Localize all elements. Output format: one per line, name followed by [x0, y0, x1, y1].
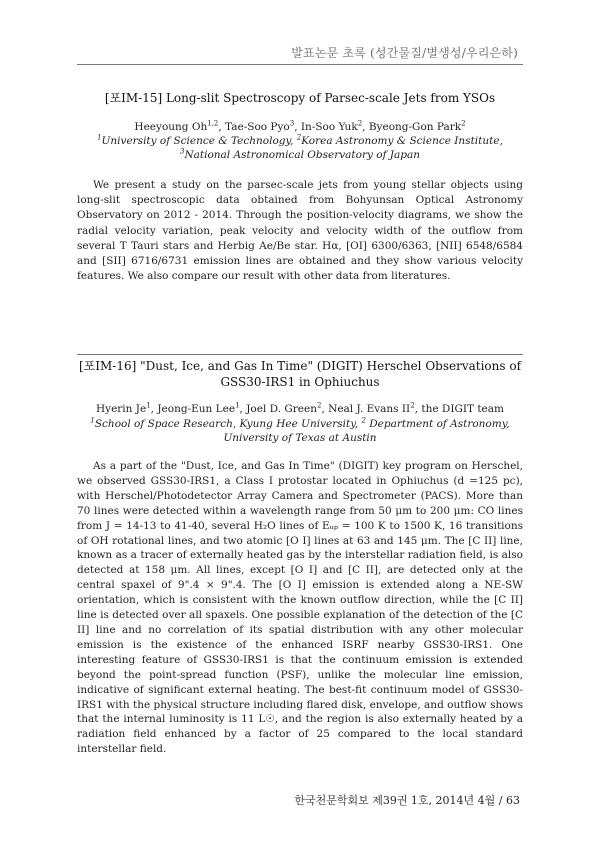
running-header: 발표논문 초록 (성간물질/별생성/우리은하) — [291, 46, 518, 60]
aff-sup: 1 — [97, 133, 102, 142]
aff-sup: 2 — [296, 133, 302, 142]
author-name: In-Soo Yuk — [300, 121, 358, 133]
author-sup: 2 — [461, 119, 466, 128]
author-sup: 1,2 — [207, 119, 219, 128]
author-name: Hyerin Je — [95, 403, 147, 415]
author-sup: 1 — [146, 401, 151, 410]
header-rule — [77, 64, 523, 65]
aff-sup: 3 — [179, 147, 185, 156]
aff-text: Department of Astronomy, — [365, 418, 510, 430]
paper-2-title: [포IM-16] "Dust, Ice, and Gas In Time" (DIGIT) Herschel Observations of GSS30-IRS1 in Ophiuchus — [78, 359, 522, 389]
author-name: Heeyoung Oh — [134, 121, 208, 133]
page-footer: 한국천문학회보 제39권 1호, 2014년 4월 / 63 — [294, 794, 520, 807]
author-sup: 2 — [410, 401, 415, 410]
paper-2-affiliations — [77, 417, 523, 445]
paper-1-abstract: We present a study on the parsec-scale jets from young stellar objects using long-slit spectroscopic data obtained from Bohyunsan Optical Astronomy Observatory on 2012 - 2014. Through the position-velocity diagrams, we show the radial velocity variation, peak velocity and velocity width of the outflow from several T Tauri stars and Herbig Ae/Be star. Hα, [OI] 6300/6363, [NII] 6548/6584 and [SII] 6716/6731 emission lines are obtained and they show various velocity features. We also compare our result with other data from literatures. — [77, 179, 523, 283]
author-sup: 3 — [289, 119, 295, 128]
paper-1-authors: Heeyoung Oh$^{1,2}$, Tae-Soo Pyo$^3$, In-Soo Yuk$^2$, Byeong-Gon Park$^2$ — [134, 119, 466, 133]
author-name: Joel D. Green — [246, 403, 317, 415]
author-name: Neal J. Evans II — [328, 403, 411, 415]
section-rule — [77, 354, 523, 355]
aff-text: University of Science & Technology, — [101, 135, 297, 147]
aff-text: School of Space Research, Kyung Hee University, — [94, 418, 362, 430]
paper-1-affiliations — [77, 134, 523, 162]
paper-2-abstract: As a part of the "Dust, Ice, and Gas In Time" (DIGIT) key program on Herschel, we observed GSS30-IRS1, a Class I protostar located in Ophiuchus (d =125 pc), with Herschel/Photodetector Array Camera and Spectrometer (PACS). More than 70 lines were detected within a wavelength range from 50 μm to 200 μm: CO lines from J = 14-13 to 41-40, several H₂O lines of Eᵤₚ = 100 K to 1500 K, 16 transitions of OH rotational lines, and two atomic [O I] lines at 63 and 145 μm. The [C II] line, known as a tracer of externally heated gas by the interstellar radiation field, is also detected at 158 μm. All lines, except [O I] and [C II], are detected only at the central spaxel of 9".4 × 9".4. The [O I] emission is extended along a NE-SW orientation, which is consistent with the known outflow direction, while the [C II] line is detected over all spaxels. One possible explanation of the detection of the [C II] line and no correlation of its spatial distribution with any other molecular emission is the existence of the enhanced ISRF nearby GSS30-IRS1. One interesting feature of GSS30-IRS1 is that the continuum emission is extended beyond the point-spread function (PSF), unlike the molecular line emission, indicative of significant external heating. The best-fit continuum model of GSS30-IRS1 with the physical structure including flared disk, envelope, and outflow shows that the internal luminosity is 11 L☉, and the region is also externally heated by a radiation field enhanced by a factor of 25 compared to the local standard interstellar field. — [77, 460, 523, 756]
paper-2-authors: Hyerin Je$^1$, Jeong-Eun Lee$^1$, Joel D. Green$^2$, Neal J. Evans $II^2$, the DIGIT team — [95, 401, 504, 415]
aff-text: University of Texas at Austin — [223, 432, 377, 444]
aff-text: Korea Astronomy & Science Institute, — [301, 135, 503, 147]
aff-sup: 1 — [90, 416, 95, 425]
paper-1-title: [포IM-15] Long-slit Spectroscopy of Parsec-scale Jets from YSOs — [104, 91, 496, 105]
authors-tail: , the DIGIT team — [414, 403, 504, 415]
author-sup: 2 — [316, 401, 322, 410]
author-name: Byeong-Gon Park — [368, 121, 462, 133]
author-sup: 1 — [235, 401, 240, 410]
aff-sup: 2 — [361, 416, 366, 425]
author-name: Jeong-Eun Lee — [157, 403, 236, 415]
author-sup: 2 — [357, 119, 363, 128]
author-name: Tae-Soo Pyo — [225, 121, 290, 133]
aff-text: National Astronomical Observatory of Japan — [184, 149, 421, 161]
